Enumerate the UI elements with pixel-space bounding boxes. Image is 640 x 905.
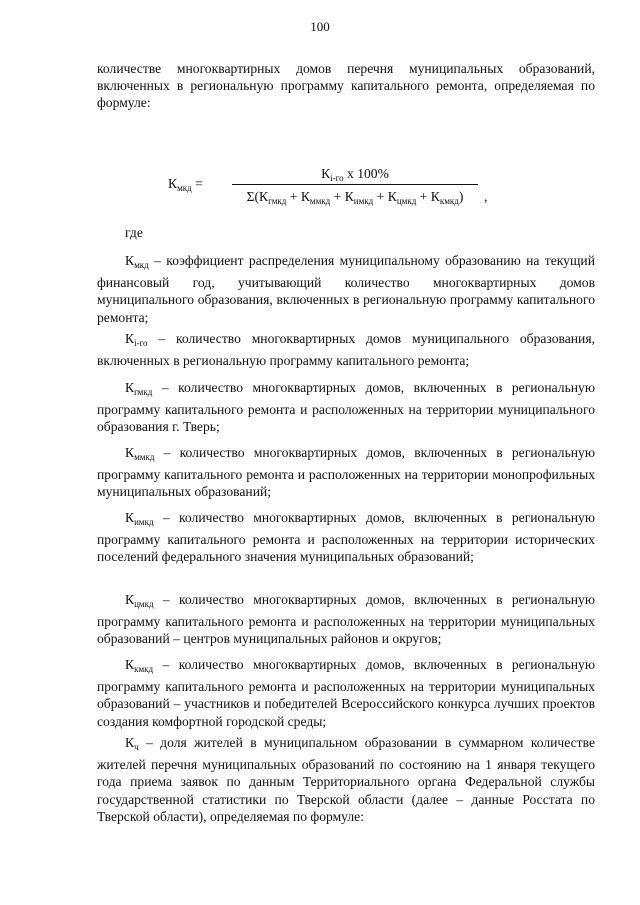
- definition-text: – количество многоквартирных домов, включенных в региональную программу капитального ремонта и расположенных на территории муниципального образования г. Тверь;: [97, 380, 595, 435]
- denominator-term-symbol: К: [344, 189, 354, 204]
- definition-paragraph: [97, 591, 595, 648]
- numerator-rest: х 100%: [343, 166, 389, 181]
- definition-subscript: ммкд: [134, 452, 155, 462]
- denominator-term-subscript: кмкд: [439, 196, 459, 206]
- definition-symbol: К: [125, 445, 135, 460]
- definition-symbol: К: [125, 380, 135, 395]
- definition-symbol: К: [125, 657, 135, 672]
- denominator-prefix: Σ(: [246, 189, 260, 204]
- formula-denominator: [232, 189, 478, 206]
- numerator-subscript: i-го: [330, 173, 344, 183]
- definition-text: – доля жителей в муниципальном образовании в суммарном количестве жителей перечня муниципальных образований по состоянию на 1 января текущего года приема заявок по данным Территориального органа Федеральной службы государственной статистики по Тверской области (далее – данные Росстата по Тверской области), определяемая по формуле:: [97, 735, 595, 824]
- plus-sign: +: [373, 189, 388, 204]
- formula-trailing-comma: ,: [484, 189, 488, 204]
- definition-text: – количество многоквартирных домов, включенных в региональную программу капитального ремонта и расположенных на территории муниципальных образований – центров муниципальных районов и округов;: [97, 592, 595, 647]
- formula-lhs-symbol: К: [168, 176, 178, 191]
- formula-lhs-subscript: мкд: [177, 183, 192, 193]
- definition-text: – количество многоквартирных домов, включенных в региональную программу капитального ремонта и расположенных на территории муниципальных образований – участников и победителей Всероссийского конкурса лучших проектов создания комфортной городской среды;: [97, 657, 595, 729]
- definition-subscript: ч: [134, 742, 139, 752]
- definition-text: – количество многоквартирных домов муниципального образования, включенных в региональную программу капитального ремонта;: [97, 331, 595, 369]
- definition-paragraph: [97, 252, 595, 326]
- numerator-symbol: К: [321, 166, 331, 181]
- plus-sign: +: [286, 189, 301, 204]
- definition-subscript: имкд: [134, 517, 154, 527]
- definition-symbol: К: [125, 735, 135, 750]
- denominator-term-subscript: гмкд: [268, 196, 287, 206]
- denominator-term-symbol: К: [259, 189, 269, 204]
- definition-subscript: i-го: [134, 338, 148, 348]
- intro-paragraph: количестве многоквартирных домов перечня муниципальных образований, включенных в региональную программу капитального ремонта, определяемая по формуле:: [97, 61, 595, 111]
- denominator-term-symbol: К: [387, 189, 397, 204]
- definition-subscript: гмкд: [134, 387, 153, 397]
- where-label: где: [125, 225, 143, 240]
- definition-subscript: цмкд: [134, 599, 154, 609]
- fraction-bar: [232, 184, 478, 185]
- formula-lhs: [168, 176, 203, 193]
- definition-text: – количество многоквартирных домов, включенных в региональную программу капитального ремонта и расположенных на территории монопрофильных муниципальных образований;: [97, 445, 595, 500]
- denominator-suffix: ): [458, 189, 464, 204]
- definition-text: – количество многоквартирных домов, включенных в региональную программу капитального ремонта и расположенных на территории исторических поселений федерального значения муниципальных образований;: [97, 510, 595, 565]
- denominator-term-subscript: ммкд: [309, 196, 331, 206]
- definition-subscript: кмкд: [134, 664, 154, 674]
- definition-symbol: К: [125, 331, 135, 346]
- formula-equals: =: [195, 176, 203, 191]
- plus-sign: +: [416, 189, 431, 204]
- definition-paragraph: [97, 379, 595, 436]
- definition-paragraph: [97, 330, 595, 369]
- definition-symbol: К: [125, 510, 135, 525]
- denominator-term-subscript: имкд: [353, 196, 374, 206]
- denominator-term-subscript: цмкд: [396, 196, 417, 206]
- definition-paragraph: [97, 444, 595, 501]
- formula-numerator: [232, 166, 478, 183]
- definition-text: – коэффициент распределения муниципальному образованию на текущий финансовый год, учитывающий количество многоквартирных домов муниципального образования, включенных в региональную программу капитального ремонта;: [97, 253, 595, 325]
- definition-symbol: К: [125, 592, 135, 607]
- page-number: 100: [310, 19, 330, 34]
- definition-subscript: мкд: [134, 260, 149, 270]
- definition-paragraph: [97, 734, 595, 825]
- definition-paragraph: [97, 509, 595, 566]
- denominator-term-symbol: К: [430, 189, 440, 204]
- definition-symbol: К: [125, 253, 135, 268]
- plus-sign: +: [330, 189, 345, 204]
- definition-paragraph: [97, 656, 595, 730]
- denominator-term-symbol: К: [300, 189, 310, 204]
